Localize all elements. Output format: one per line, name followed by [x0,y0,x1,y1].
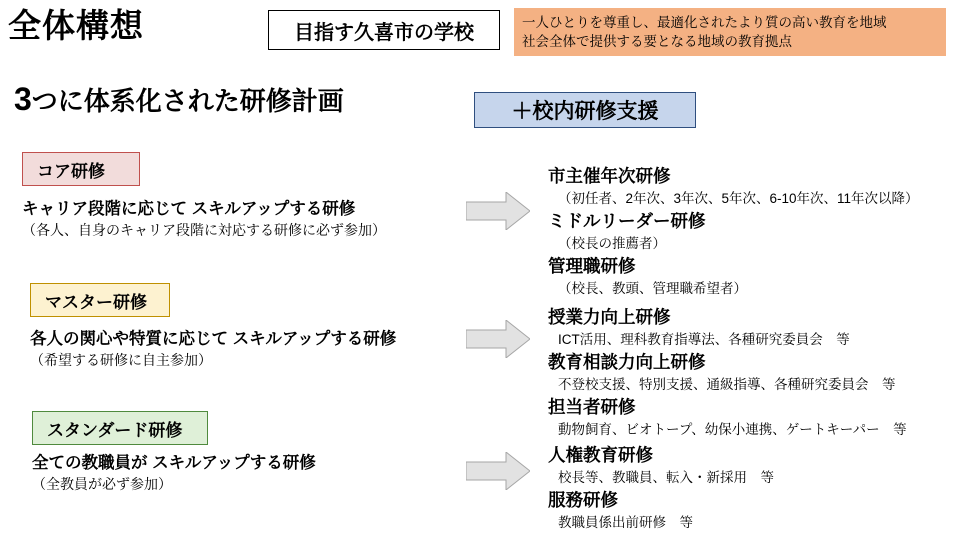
core-desc-sub: （各人、自身のキャリア段階に対応する研修に必ず参加） [22,222,386,238]
training-item-title: 教育相談力向上研修 [548,352,706,372]
plan-heading [14,82,344,118]
standard-desc-rest: スキルアップする研修 [152,454,316,472]
school-vision-label: 目指す久喜市の学校 [294,21,474,44]
category-label-core [22,152,140,186]
training-item-title: 人権教育研修 [548,445,653,465]
category-master-text: マスター研修 [45,292,147,312]
category-standard-description [32,452,316,494]
training-item-sub: ICT活用、理科教育指導法、各種研究委員会 等 [558,332,850,347]
master-desc-rest: スキルアップする研修 [232,330,397,348]
training-group-standard [548,443,774,533]
inschool-support-box [474,92,696,128]
category-core-text: コア研修 [37,161,105,181]
training-item-title: ミドルリーダー研修 [548,211,706,231]
master-desc-bold: 各人の関心や特質に応じて [30,330,228,348]
core-desc-rest: スキルアップする研修 [191,200,356,218]
standard-desc-bold: 全ての教職員が [32,454,148,472]
standard-desc-sub: （全教員が必ず参加） [32,476,172,492]
right-arrow-icon [466,192,530,235]
training-item-sub: 動物飼育、ビオトープ、幼保小連携、ゲートキーパー 等 [558,422,907,437]
plan-heading-number: 3 [14,81,32,117]
core-desc-bold: キャリア段階に応じて [22,200,187,218]
training-item-title: 授業力向上研修 [548,307,671,327]
training-item-title: 担当者研修 [548,397,636,417]
training-item-title: 服務研修 [548,490,618,510]
school-vision-box [268,10,500,50]
inschool-support-label: ＋校内研修支援 [511,100,659,123]
training-item-sub: （校長、教頭、管理職希望者） [558,281,747,296]
category-label-standard [32,411,208,445]
training-item-sub: 校長等、教職員、転入・新採用 等 [558,470,774,485]
training-item-sub: 教職員係出前研修 等 [558,515,693,530]
plan-heading-rest: つに体系化された研修計画 [31,86,344,116]
vision-banner-line2: 社会全体で提供する要となる地域の教育拠点 [522,34,792,49]
training-item-sub: （初任者、2年次、3年次、5年次、6-10年次、11年次以降） [558,191,919,206]
category-master-description [30,328,396,370]
training-group-master [548,305,907,440]
training-item-title: 管理職研修 [548,256,636,276]
master-desc-sub: （希望する研修に自主参加） [30,352,212,368]
training-item-title: 市主催年次研修 [548,166,671,186]
vision-banner [514,8,946,56]
vision-banner-line1: 一人ひとりを尊重し、最適化されたより質の高い教育を地域 [522,15,887,30]
right-arrow-icon [466,452,530,495]
training-group-core [548,164,919,299]
category-standard-text: スタンダード研修 [47,420,183,440]
page-title: 全体構想 [8,7,144,44]
category-core-description [22,198,386,240]
training-item-sub: 不登校支援、特別支援、通級指導、各種研究委員会 等 [558,377,896,392]
category-label-master [30,283,170,317]
right-arrow-icon [466,320,530,363]
training-item-sub: （校長の推薦者） [558,236,666,251]
